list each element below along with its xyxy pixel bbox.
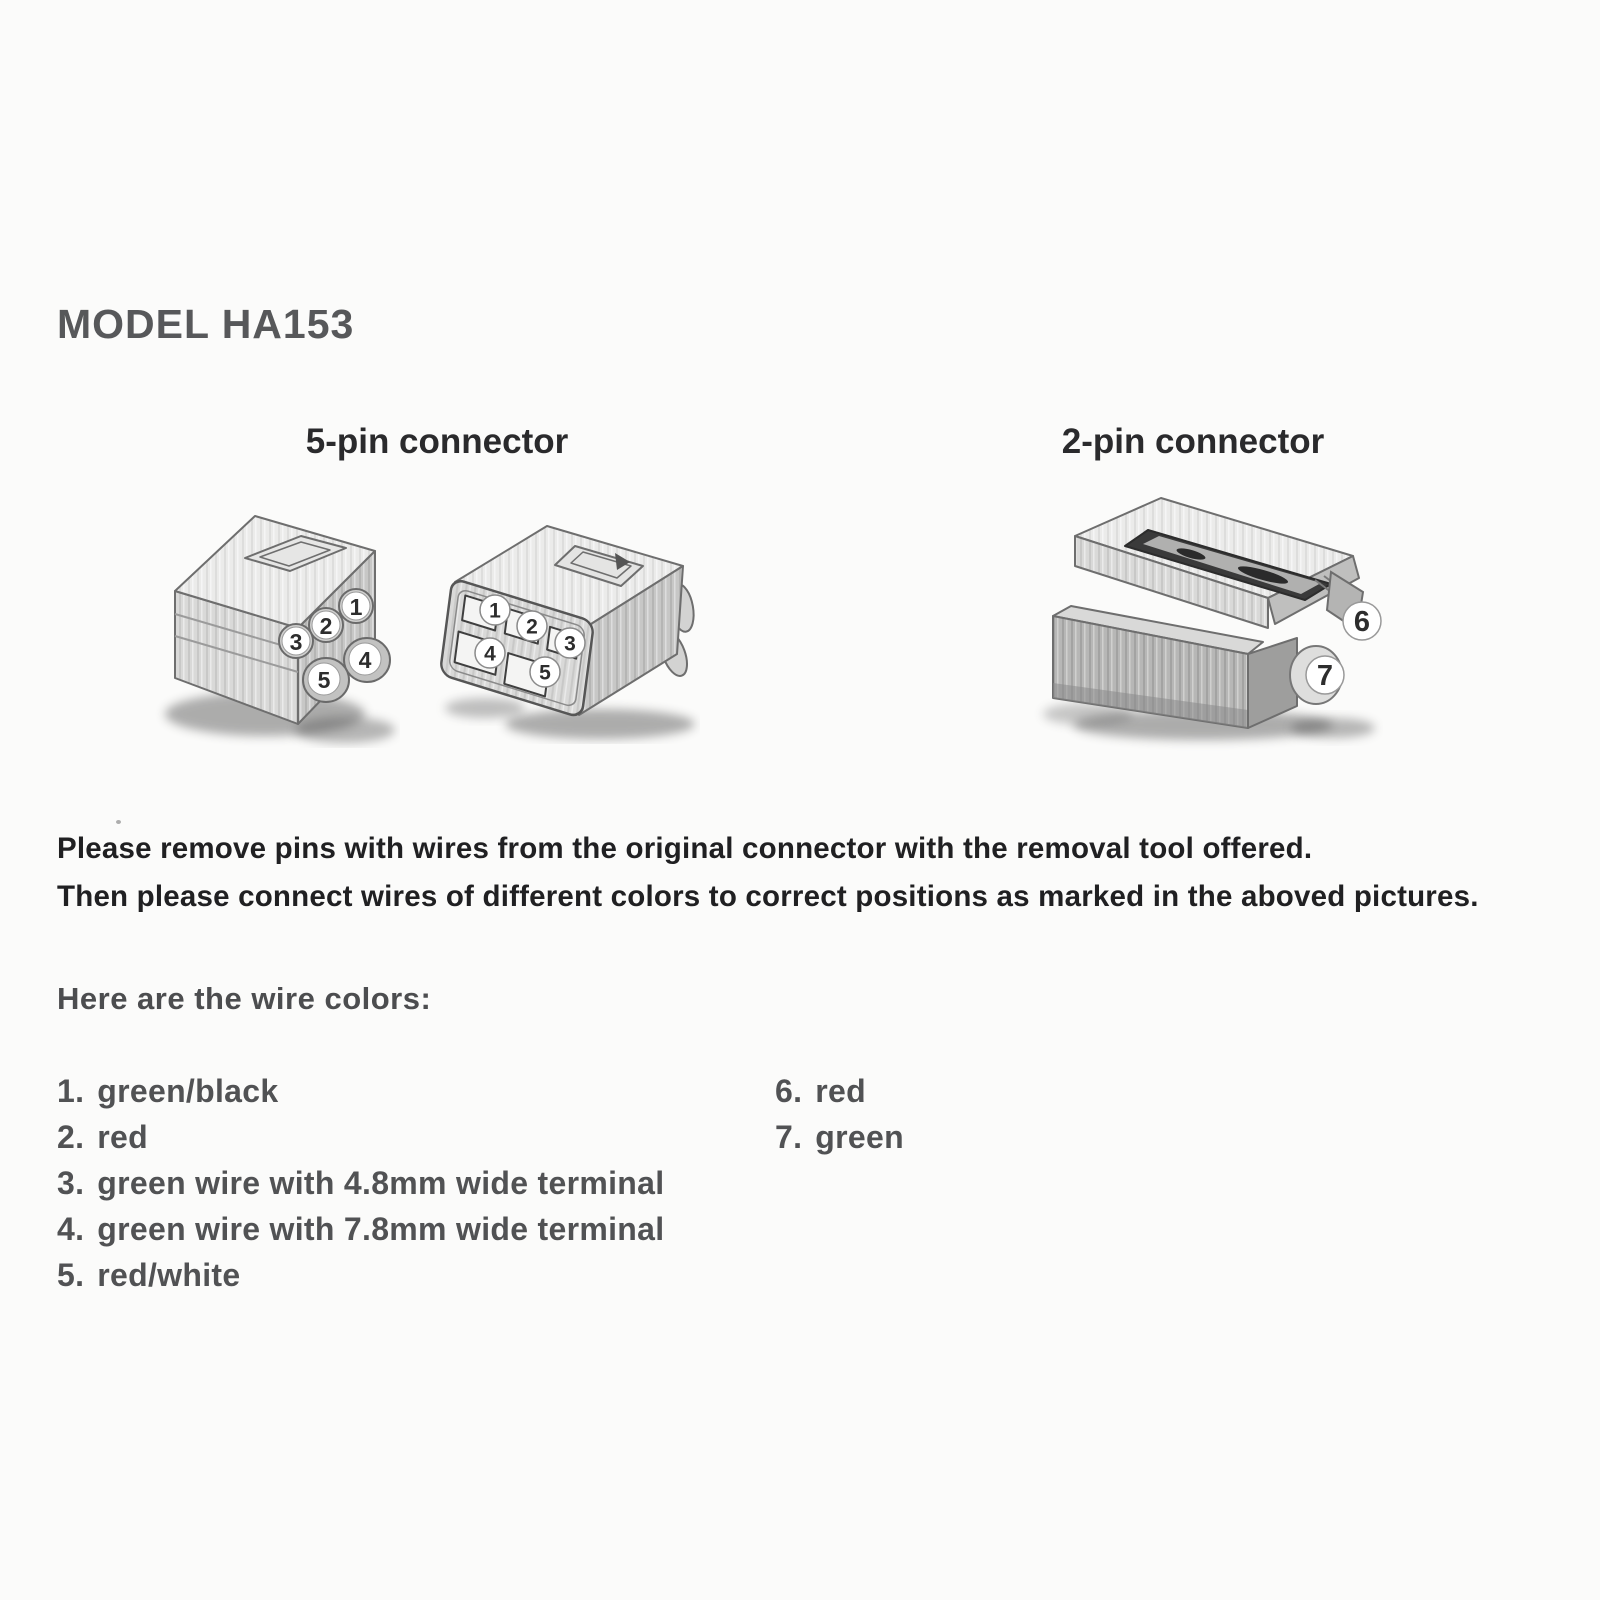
svg-text:4: 4 — [358, 647, 372, 673]
pin-badge-4 — [475, 638, 505, 668]
instruction-line-1: Please remove pins with wires from the original connector with the removal tool offered. — [57, 832, 1313, 865]
five-pin-front-illustration — [425, 496, 700, 744]
svg-text:7: 7 — [1316, 660, 1334, 692]
pin-badge-7 — [1306, 656, 1344, 694]
pin-badge-2 — [309, 608, 343, 642]
scan-speck — [116, 820, 121, 824]
five-pin-rear-illustration — [150, 496, 400, 748]
two-pin-connector-label: 2-pin connector — [1061, 422, 1325, 461]
wire-color-item-6 — [775, 1068, 904, 1114]
wire-label: green wire with 4.8mm wide terminal — [97, 1165, 665, 1201]
wire-number: 5. — [57, 1257, 85, 1293]
svg-text:1: 1 — [349, 594, 363, 620]
wire-color-item-4 — [57, 1206, 664, 1252]
wire-label: green wire with 7.8mm wide terminal — [97, 1211, 665, 1247]
wire-color-item-1 — [57, 1068, 664, 1114]
instruction-line-2: Then please connect wires of different colors to correct positions as marked in the aboved pictures. — [57, 880, 1479, 913]
wire-number: 3. — [57, 1165, 85, 1201]
wire-label: red — [97, 1119, 148, 1155]
pin-badge-1 — [480, 595, 510, 625]
wire-label: green/black — [97, 1073, 279, 1109]
two-pin-illustration — [1033, 478, 1383, 753]
pin-badge-1 — [339, 589, 373, 623]
svg-text:2: 2 — [319, 613, 333, 639]
pin-badge-2 — [517, 611, 547, 641]
wire-color-item-3 — [57, 1160, 664, 1206]
pin-badge-4 — [344, 638, 390, 682]
five-pin-connector-label: 5-pin connector — [305, 422, 569, 461]
wire-label: green — [815, 1119, 904, 1155]
wire-number: 6. — [775, 1073, 803, 1109]
wire-color-item-2 — [57, 1114, 664, 1160]
shroud-housing — [1075, 498, 1359, 628]
svg-text:5: 5 — [539, 661, 551, 685]
page-title: MODEL HA153 — [57, 301, 355, 347]
pin-badge-3 — [279, 624, 313, 658]
wire-colors-right-column — [775, 1068, 904, 1160]
pin-badge-3 — [555, 628, 585, 658]
wire-number: 2. — [57, 1119, 85, 1155]
svg-text:3: 3 — [289, 629, 303, 655]
wire-label: red — [815, 1073, 866, 1109]
wire-colors-left-column — [57, 1068, 664, 1298]
wire-color-item-7 — [775, 1114, 904, 1160]
wire-number: 4. — [57, 1211, 85, 1247]
wire-number: 7. — [775, 1119, 803, 1155]
pin-badge-5 — [303, 658, 349, 702]
svg-text:4: 4 — [484, 642, 496, 666]
pin-badge-5 — [530, 657, 560, 687]
svg-text:1: 1 — [489, 599, 501, 623]
svg-text:2: 2 — [526, 615, 538, 639]
svg-text:5: 5 — [317, 667, 331, 693]
svg-text:6: 6 — [1353, 606, 1371, 638]
wire-color-item-5 — [57, 1252, 664, 1298]
wire-number: 1. — [57, 1073, 85, 1109]
wire-label: red/white — [97, 1257, 241, 1293]
pin-badge-6 — [1343, 602, 1381, 640]
wire-colors-heading: Here are the wire colors: — [57, 981, 432, 1016]
svg-text:3: 3 — [564, 632, 576, 656]
